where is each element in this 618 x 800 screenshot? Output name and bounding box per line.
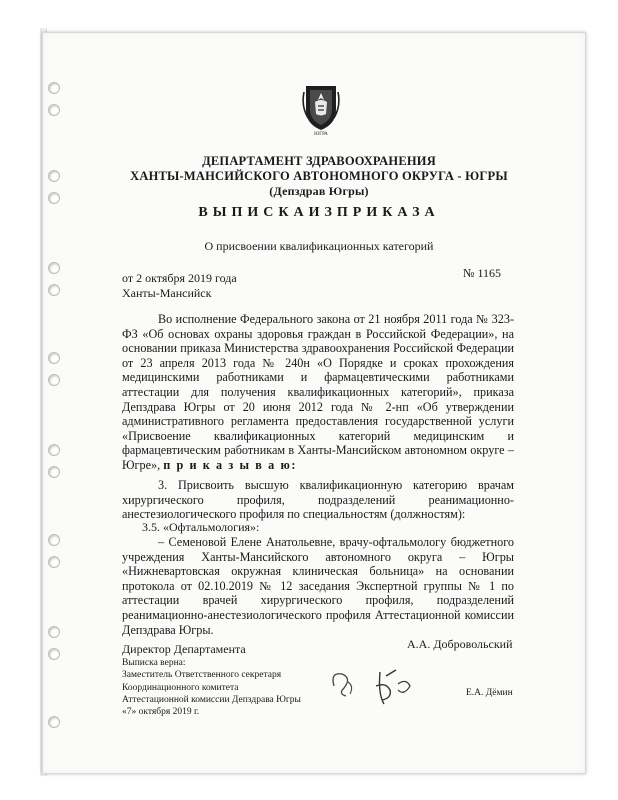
punch-hole (48, 444, 60, 456)
punch-hole (48, 352, 60, 364)
item-3-5-specialty: 3.5. «Офтальмология»: (142, 520, 260, 534)
document-title: ВЫПИСКАИЗПРИКАЗА (198, 205, 440, 220)
certification-date: «7» октября 2019 г. (122, 707, 200, 717)
punch-hole (48, 466, 60, 478)
punch-hole (48, 262, 60, 274)
order-word: п р и к а з ы в а ю: (163, 457, 298, 472)
order-city: Ханты-Мансийск (122, 286, 212, 300)
item-3-paragraph: 3. Присвоить высшую квалификационную категорию врачам хирургического профиля, подразделений реанимационно-анестезиологического профиля по специальностям (должностям): (122, 478, 514, 522)
department-name-line1: ДЕПАРТАМЕНТ ЗДРАВООХРАНЕНИЯ (202, 154, 436, 168)
punch-hole (48, 82, 60, 94)
punch-hole (48, 556, 60, 568)
order-number: № 1165 (463, 266, 502, 280)
department-name-line2: ХАНТЫ-МАНСИЙСКОГО АВТОНОМНОГО ОКРУГА - ЮГРЫ (130, 169, 508, 183)
certification-position-line1: Заместитель Ответственного секретаря (122, 670, 282, 680)
punch-hole (48, 284, 60, 296)
punch-hole (48, 192, 60, 204)
signatory-position: Директор Департамента (122, 642, 246, 656)
punch-hole (48, 534, 60, 546)
person-paragraph: – Семеновой Елене Анатольевне, врачу-офтальмологу бюджетного учреждения Ханты-Мансийского автономного округа – Югры «Нижневартовская окружная клиническая больница» на основании протокола от 02.10.2019 № 12 заседания Экспертной группы № 1 по аттестации врачей хирургического профиля, подразделений реанимационно-анестезиологического профиля Аттестационной комиссии Депздрава Югры. (122, 535, 514, 637)
punch-hole (48, 170, 60, 182)
signatory-name: А.А. Добровольский (407, 637, 513, 651)
certification-position-line3: Аттестационной комиссии Депздрава Югры (122, 695, 301, 705)
coat-of-arms-emblem (302, 82, 340, 136)
certification-position-line2: Координационного комитета (122, 683, 239, 693)
department-short-name: (Депздрав Югры) (269, 184, 369, 198)
document-subtitle: О присвоении квалификационных категорий (204, 239, 434, 253)
certifier-name: Е.А. Дёмин (466, 688, 513, 698)
punch-hole (48, 716, 60, 728)
punch-hole (48, 374, 60, 386)
preamble-paragraph (122, 312, 514, 473)
punch-hole (48, 626, 60, 638)
svg-text:ЮГРА: ЮГРА (314, 132, 328, 136)
order-date: от 2 октября 2019 года (122, 271, 237, 285)
punch-hole (48, 648, 60, 660)
handwritten-signature (320, 664, 420, 712)
punch-hole (48, 104, 60, 116)
certification-label: Выписка верна: (122, 658, 186, 668)
preamble-text: Во исполнение Федерального закона от 21 ноября 2011 года № 323-ФЗ «Об основах охраны здоровья граждан в Российской Федерации», на основании приказа Министерства здравоохранения Российской Федерации от 23 апреля 2013 года № 240н «О Порядке и сроках прохождения медицинскими работниками и фармацевтическими работниками аттестации для получения квалификационных категорий», приказа Депздрава Югры от 20 июня 2012 года № 2-нп «Об утверждении административного регламента предоставления государственной услуги «Присвоение квалификационных категорий медицинским и фармацевтическим работникам в Ханты-Мансийском автономном округе – Югре», (122, 312, 514, 472)
